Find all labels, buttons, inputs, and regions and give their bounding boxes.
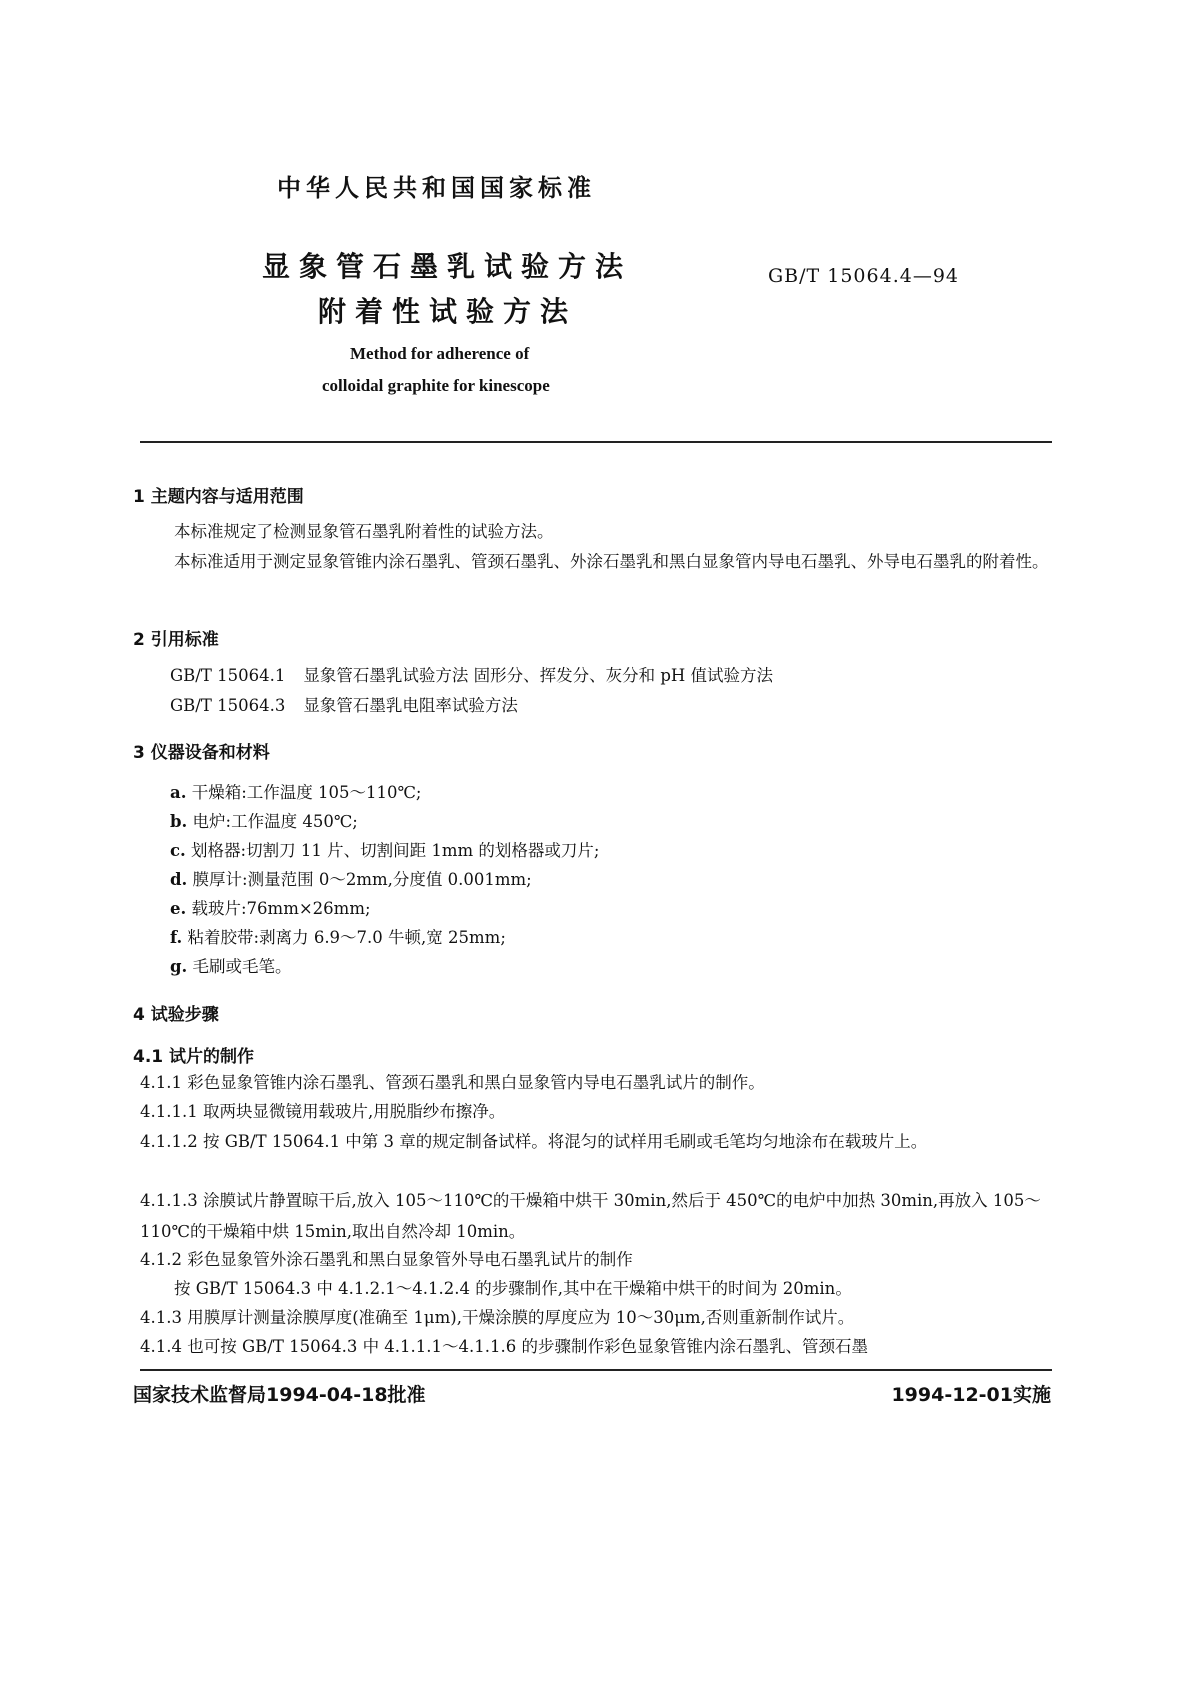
approval-line: 国家技术监督局1994-04-18批准 (133, 1384, 426, 1406)
reference-1-code: GB/T 15064.1 (170, 666, 286, 685)
equipment-item-c (170, 837, 599, 864)
title-line-1: 显象管石墨乳试验方法 (262, 250, 633, 283)
equipment-item-a (170, 779, 422, 806)
clause-4-1-1-3: 4.1.1.3 涂膜试片静置晾干后,放入 105～110℃的干燥箱中烘干 30min,然后于 450℃的电炉中加热 30min,再放入 105～110℃的干燥箱中烘 15min,取出自然冷却 10min。 (140, 1191, 1041, 1241)
english-title-line-2: colloidal graphite for kinescope (322, 376, 550, 395)
clause-4-1-1-1: 4.1.1.1 取两块显微镜用载玻片,用脱脂纱布擦净。 (140, 1102, 506, 1121)
reference-1 (170, 662, 773, 689)
equipment-item-g-text: 毛刷或毛笔。 (192, 957, 292, 976)
equipment-item-e-text: 载玻片:76mm×26mm; (191, 899, 371, 918)
reference-2-code: GB/T 15064.3 (170, 696, 286, 715)
equipment-item-b-text: 电炉:工作温度 450℃; (192, 812, 358, 831)
clause-4-1-3: 4.1.3 用膜厚计测量涂膜厚度(准确至 1μm),干燥涂膜的厚度应为 10～30μm,否则重新制作试片。 (140, 1308, 855, 1327)
english-title-line-1: Method for adherence of (350, 344, 530, 363)
equipment-item-b-mark: b. (170, 812, 188, 831)
equipment-item-a-text: 干燥箱:工作温度 105～110℃; (191, 783, 422, 802)
equipment-item-f (170, 924, 506, 951)
clause-4-1-1-2: 4.1.1.2 按 GB/T 15064.1 中第 3 章的规定制备试样。将混匀的试样用毛刷或毛笔均匀地涂布在载玻片上。 (140, 1132, 928, 1151)
section-1-paragraph-1: 本标准规定了检测显象管石墨乳附着性的试验方法。 (174, 522, 554, 541)
footer-divider (140, 1369, 1052, 1371)
equipment-item-b (170, 808, 358, 835)
reference-2-title: 显象管石墨乳电阻率试验方法 (303, 696, 518, 715)
equipment-item-g (170, 953, 292, 980)
section-1-paragraph-2: 本标准适用于测定显象管锥内涂石墨乳、管颈石墨乳、外涂石墨乳和黑白显象管内导电石墨乳、外导电石墨乳的附着性。 (174, 552, 1049, 571)
effective-date-line: 1994-12-01实施 (891, 1384, 1051, 1406)
section-4-heading: 4 试验步骤 (133, 1005, 219, 1025)
section-2-heading: 2 引用标准 (133, 630, 219, 650)
equipment-item-d (170, 866, 532, 893)
equipment-item-f-text: 粘着胶带:剥离力 6.9～7.0 牛顿,宽 25mm; (187, 928, 506, 947)
equipment-item-c-text: 划格器:切割刀 11 片、切割间距 1mm 的划格器或刀片; (191, 841, 600, 860)
equipment-item-a-mark: a. (170, 783, 187, 802)
reference-2 (170, 692, 518, 719)
equipment-item-g-mark: g. (170, 957, 188, 976)
title-line-2: 附着性试验方法 (318, 295, 578, 328)
subsection-4-1-heading: 4.1 试片的制作 (133, 1047, 255, 1067)
equipment-item-c-mark: c. (170, 841, 186, 860)
clause-4-1-1: 4.1.1 彩色显象管锥内涂石墨乳、管颈石墨乳和黑白显象管内导电石墨乳试片的制作。 (140, 1073, 765, 1092)
equipment-item-f-mark: f. (170, 928, 183, 947)
clause-4-1-2-body: 按 GB/T 15064.3 中 4.1.2.1～4.1.2.4 的步骤制作,其中在干燥箱中烘干的时间为 20min。 (174, 1279, 852, 1298)
equipment-item-e-mark: e. (170, 899, 187, 918)
section-1-heading: 1 主题内容与适用范围 (133, 487, 304, 507)
header-divider (140, 441, 1052, 443)
equipment-item-d-text: 膜厚计:测量范围 0～2mm,分度值 0.001mm; (192, 870, 532, 889)
clause-4-1-2: 4.1.2 彩色显象管外涂石墨乳和黑白显象管外导电石墨乳试片的制作 (140, 1250, 633, 1269)
equipment-item-e (170, 895, 371, 922)
standard-code: GB/T 15064.4—94 (768, 265, 960, 287)
clause-4-1-4: 4.1.4 也可按 GB/T 15064.3 中 4.1.1.1～4.1.1.6 的步骤制作彩色显象管锥内涂石墨乳、管颈石墨 (140, 1337, 869, 1356)
section-3-heading: 3 仪器设备和材料 (133, 743, 270, 763)
reference-1-title: 显象管石墨乳试验方法 固形分、挥发分、灰分和 pH 值试验方法 (303, 666, 774, 685)
equipment-item-d-mark: d. (170, 870, 188, 889)
country-standard-heading: 中华人民共和国国家标准 (277, 174, 596, 202)
